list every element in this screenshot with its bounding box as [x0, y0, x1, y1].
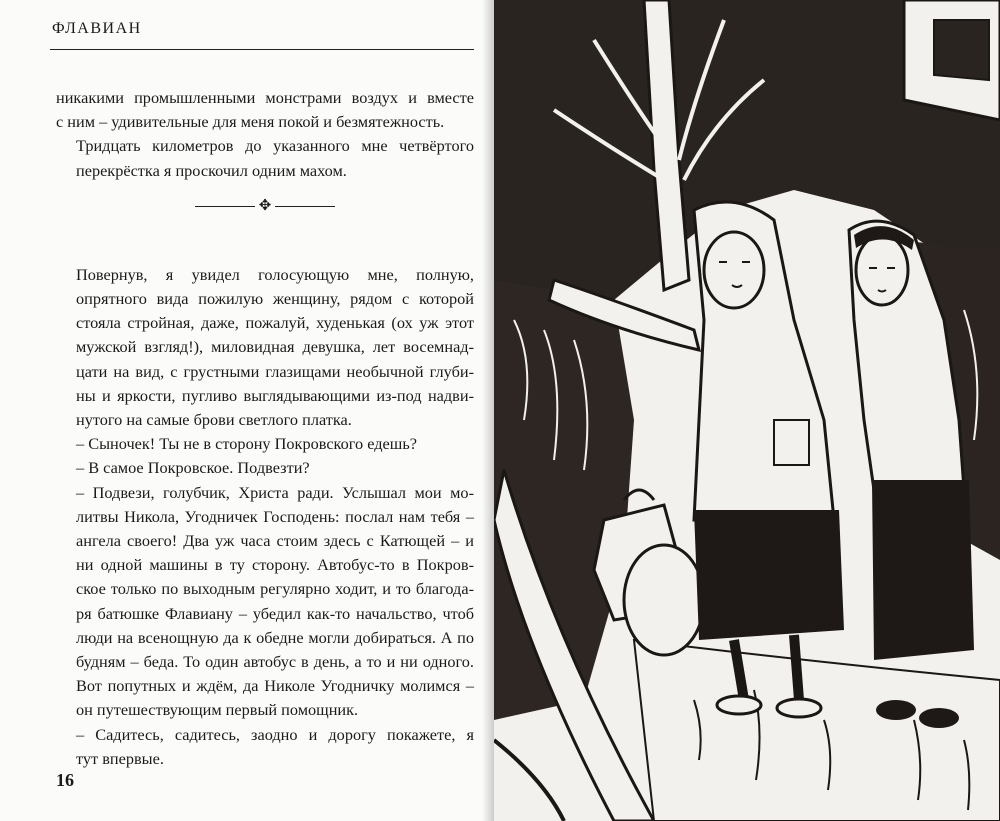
header-rule [50, 49, 474, 50]
text-line: – Садитесь, садитесь, заодно и дорогу покажете, я [76, 724, 474, 744]
text-line: стояла стройная, даже, пожалуй, худенькая (ох уж этот [76, 313, 474, 333]
paragraph [56, 86, 474, 134]
text-line: литвы Никола, Угодничек Господень: послал нам тебя – [76, 506, 474, 526]
text-line: – В самое Покровское. Подвезти? [76, 458, 310, 478]
text-line: нутого на самые брови светлого платка. [76, 410, 352, 430]
face [704, 232, 764, 308]
text-line: – Сыночек! Ты не в сторону Покровского едешь? [76, 434, 417, 454]
shoe-left [876, 700, 916, 720]
text-line: ря батюшке Флавиану – убедил как-то начальство, чтоб [76, 603, 474, 623]
section-gap [56, 239, 474, 263]
text-line: будням – беда. То один автобус в день, а то и ни одного. [76, 652, 474, 672]
paragraph [56, 263, 474, 432]
text-line: мужской взгляд!), миловидная девушка, лет восемнад- [76, 337, 474, 357]
text-block-bottom [56, 263, 474, 771]
page-number: 16 [56, 770, 74, 790]
paragraph [56, 723, 474, 771]
running-head: ФЛАВИАН [52, 20, 142, 37]
text-line: люди на всенощную да к обедне могли добираться. А по [76, 627, 474, 647]
section-ornament [56, 197, 474, 217]
text-line: Вот попутных и ждём, да Николе Угодничку молимся – [76, 676, 474, 696]
text-line: с ним – удивительные для меня покой и безмятежность. [56, 112, 445, 132]
text-line: он путешествующим первый помощник. [76, 700, 359, 720]
text-line: ни одной машины в ту сторону. Автобус-то в Покров- [76, 555, 474, 575]
apron-pocket [774, 420, 809, 465]
text-line: цати на вид, с грустными глазищами необычной глуби- [76, 361, 474, 381]
ornament-cross-icon: ✥ [258, 198, 272, 215]
ornament-rule-left [195, 206, 255, 207]
text-line: Повернув, я увидел голосующую мне, полную, [76, 264, 474, 284]
shoe-right [919, 708, 959, 728]
text-block-top [56, 86, 474, 183]
text-line: ское только по выходным регулярно ходит, и то благода- [76, 579, 474, 599]
dark-skirt-young [872, 480, 974, 660]
ornament-rule-right [275, 206, 335, 207]
face-young [856, 235, 908, 305]
text-line: опрятного вида пожилую женщину, рядом с которой [76, 289, 474, 309]
text-line: ны и яркости, пугливо выглядывающими из-под надви- [76, 385, 474, 405]
text-line: – Подвези, голубчик, Христа ради. Услышал мои мо- [76, 482, 474, 502]
text-line: перекрёстка я проскочил одним махом. [76, 160, 347, 180]
text-line: никакими промышленными монстрами воздух и вместе [56, 88, 474, 107]
dark-skirt [694, 510, 844, 640]
paragraph [56, 481, 474, 723]
paragraph [56, 134, 474, 182]
illustration-two-women-roadside [494, 0, 1000, 821]
house-window [934, 20, 989, 80]
sack [624, 545, 704, 655]
right-page-illustration [494, 0, 1000, 821]
text-line: тут впервые. [76, 748, 164, 768]
text-line: ангела своего! Два уж часа стоим здесь с Катющей – и [76, 531, 474, 551]
body-text [56, 86, 474, 771]
paragraph [56, 456, 474, 480]
text-line: Тридцать километров до указанного мне четвёртого [76, 136, 474, 156]
left-page [0, 0, 494, 821]
paragraph [56, 432, 474, 456]
